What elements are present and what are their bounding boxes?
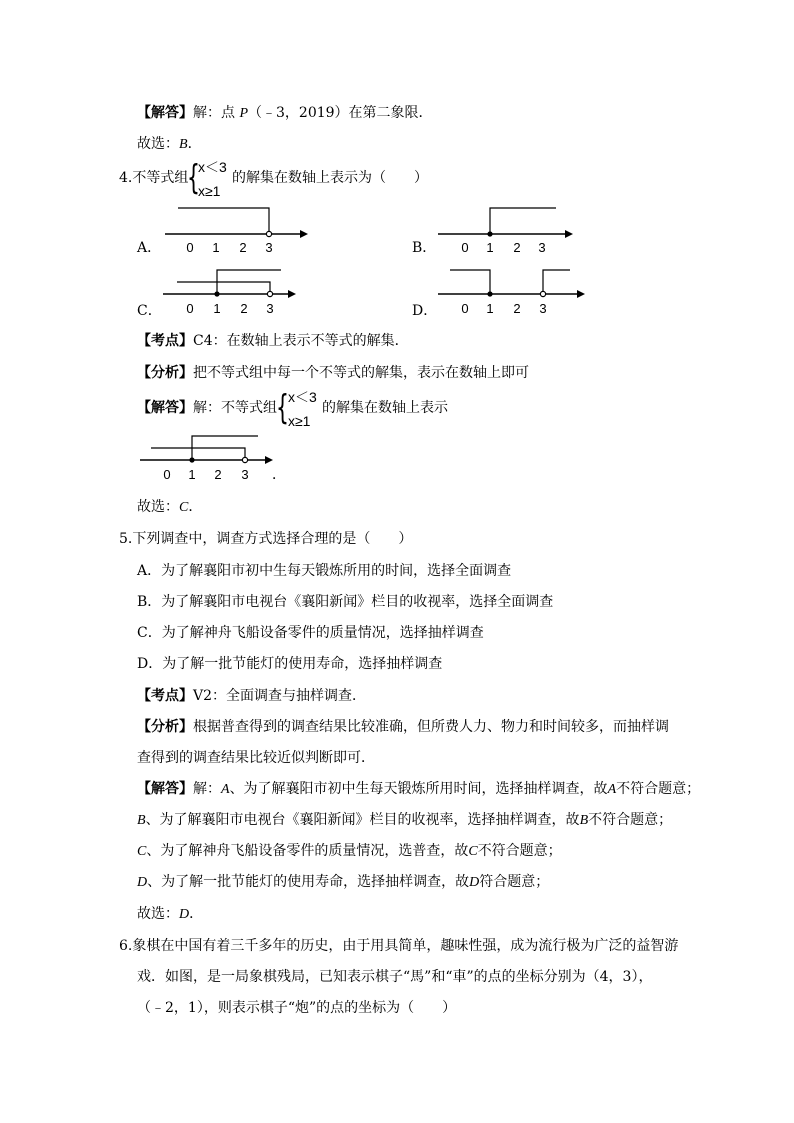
- q6-line-2: 戏．如图，是一局象棋残局，已知表示棋子“馬”和“車”的点的坐标分别为（4，3），: [137, 969, 653, 985]
- axis-arrow-icon: [265, 456, 273, 464]
- ray-less-than-3: [151, 448, 245, 460]
- q4-jieda-post: 的解集在数轴上表示: [322, 400, 448, 416]
- option-b-label: B．: [412, 240, 437, 256]
- option-d-label: D．: [412, 303, 438, 319]
- jieda-post: 不符合题意；: [588, 812, 673, 828]
- number-line-d[interactable]: [435, 262, 595, 322]
- q5-jieda-c: [137, 842, 562, 861]
- choose-letter: C: [179, 500, 189, 515]
- fenxi-text: 把不等式组中每一个不等式的解集，表示在数轴上即可: [193, 365, 529, 381]
- option-letter: A: [607, 782, 617, 797]
- tick-label: 2: [240, 301, 248, 316]
- q5-fenxi-2: 查得到的调查结果比较近似判断即可．: [137, 750, 375, 766]
- number-line-b[interactable]: [435, 200, 585, 260]
- q4-jieda-pre: [137, 399, 277, 417]
- tick-label: 1: [212, 240, 220, 255]
- jieda-pre: 解：: [193, 781, 221, 797]
- q4-fenxi: [137, 364, 529, 382]
- open-point: [540, 291, 545, 296]
- number-line-a[interactable]: [160, 200, 310, 260]
- jieda-mid: 、为了解襄阳市电视台《襄阳新闻》栏目的收视率，选择抽样调查，故: [145, 812, 580, 828]
- closed-point: [487, 231, 492, 236]
- jieda-post: 不符合题意；: [477, 843, 562, 859]
- q5-option-a[interactable]: A．为了解襄阳市初中生每天锻炼所用的时间，选择全面调查: [137, 563, 512, 579]
- tick-label: 0: [186, 301, 194, 316]
- q5-fenxi-1: [137, 718, 669, 736]
- q4-stem-post: 的解集在数轴上表示为（ ）: [232, 170, 428, 186]
- choose-letter: B: [179, 137, 188, 152]
- option-letter: B: [579, 813, 589, 828]
- tick-label: 1: [213, 301, 221, 316]
- answer-number-line: [137, 428, 287, 488]
- choose-end: ．: [187, 136, 202, 152]
- tick-label: 2: [513, 301, 521, 316]
- axis-arrow-icon: [300, 230, 308, 238]
- ray-less-than-3: [177, 282, 270, 294]
- open-point: [266, 231, 271, 236]
- choose-letter: D: [179, 907, 190, 922]
- open-point: [267, 291, 272, 296]
- tick-label: 3: [539, 301, 547, 316]
- axis-arrow-icon: [565, 230, 573, 238]
- q3-choice: [137, 135, 202, 154]
- q4-system-top: x＜3: [198, 159, 227, 175]
- choose-end: ．: [189, 906, 204, 922]
- tick-label: 1: [188, 467, 196, 482]
- tick-label: 2: [239, 240, 247, 255]
- tick-label: 0: [461, 301, 469, 316]
- q4-answer-system-bottom: x≥1: [288, 413, 311, 429]
- q4-answer-end: ．: [272, 467, 286, 483]
- option-a-label: A．: [137, 240, 162, 256]
- q4-system-bottom: x≥1: [198, 183, 221, 199]
- jieda-post: 不符合题意；: [616, 781, 701, 797]
- q5-jieda-a: [137, 780, 700, 799]
- fenxi-text: 根据普查得到的调查结果比较准确，但所费人力、物力和时间较多，而抽样调: [193, 719, 669, 735]
- point-variable: P: [239, 106, 249, 121]
- fenxi-tag: 【分析】: [137, 719, 193, 735]
- axis-arrow-icon: [577, 290, 585, 298]
- choose-end: ．: [188, 499, 203, 515]
- choose-prefix: 故选：: [137, 906, 179, 922]
- kaodian-text: V2：全面调查与抽样调查．: [193, 688, 367, 704]
- choose-prefix: 故选：: [137, 136, 179, 152]
- tick-label: 2: [513, 240, 521, 255]
- jieda-post: 符合题意；: [479, 874, 550, 890]
- ray-at-most-1: [450, 270, 490, 294]
- option-letter: D: [137, 875, 148, 890]
- tick-label: 0: [461, 240, 469, 255]
- q5-option-b[interactable]: B．为了解襄阳市电视台《襄阳新闻》栏目的收视率，选择全面调查: [137, 594, 554, 610]
- fenxi-tag: 【分析】: [137, 365, 193, 381]
- q5-option-c[interactable]: C．为了解神舟飞船设备零件的质量情况，选择抽样调查: [137, 625, 484, 641]
- q5-jieda-b: [137, 811, 672, 830]
- tick-label: 3: [265, 240, 273, 255]
- brace-icon: {: [276, 388, 289, 428]
- q6-line-3: （﹣2，1），则表示棋子“炮”的点的坐标为（ ）: [137, 1000, 457, 1016]
- q4-answer-system-top: x＜3: [288, 389, 317, 405]
- number-line-c[interactable]: [160, 262, 310, 322]
- open-point: [242, 457, 247, 462]
- tick-label: 3: [538, 240, 546, 255]
- jieda-mid: 、为了解神舟飞船设备零件的质量情况，选普查，故: [146, 843, 469, 859]
- closed-point: [214, 291, 219, 296]
- option-letter: B: [137, 813, 146, 828]
- tick-label: 1: [486, 301, 494, 316]
- option-letter: D: [469, 875, 480, 890]
- option-c-label: C．: [137, 303, 162, 319]
- tick-label: 0: [186, 240, 194, 255]
- jieda-tag: 【解答】: [137, 400, 193, 416]
- option-letter: A: [221, 782, 230, 797]
- tick-label: 3: [266, 301, 274, 316]
- q4-choice: [137, 498, 202, 517]
- tick-label: 2: [214, 467, 222, 482]
- closed-point: [189, 457, 194, 462]
- q4-stem-pre: 4.不等式组: [119, 170, 189, 186]
- tick-label: 1: [486, 240, 494, 255]
- jieda-mid: 、为了解襄阳市初中生每天锻炼所用时间，选择抽样调查，故: [229, 781, 608, 797]
- q5-kaodian: [137, 687, 366, 705]
- q5-choice: [137, 905, 203, 924]
- jieda-mid: 、为了解一批节能灯的使用寿命，选择抽样调查，故: [147, 874, 470, 890]
- option-letter: C: [468, 844, 478, 859]
- jieda-tag: 【解答】: [137, 781, 193, 797]
- kaodian-text: C4：在数轴上表示不等式的解集．: [193, 333, 409, 349]
- axis-arrow-icon: [288, 290, 296, 298]
- q5-option-d[interactable]: D．为了解一批节能灯的使用寿命，选择抽样调查: [137, 656, 443, 672]
- q5-stem: 5.下列调查中，调查方式选择合理的是（ ）: [119, 531, 413, 547]
- kaodian-tag: 【考点】: [137, 333, 193, 349]
- answer-tag: 【解答】: [137, 105, 193, 121]
- solution-ray: [178, 208, 269, 234]
- closed-point: [487, 291, 492, 296]
- q5-jieda-d: [137, 873, 549, 892]
- tick-label: 3: [241, 467, 249, 482]
- answer-text-post: （﹣3，2019）在第二象限．: [248, 105, 433, 121]
- kaodian-tag: 【考点】: [137, 688, 193, 704]
- q6-line-1: 6.象棋在中国有着三千多年的历史，由于用具简单，趣味性强，成为流行极为广泛的益智游: [119, 938, 679, 954]
- answer-text-pre: 解：点: [193, 105, 240, 121]
- tick-label: 0: [163, 467, 171, 482]
- jieda-text-pre: 解：不等式组: [193, 400, 277, 416]
- brace-icon: {: [187, 158, 200, 198]
- option-letter: C: [137, 844, 147, 859]
- ray-greater-than-3: [543, 270, 570, 294]
- q3-answer: [137, 104, 433, 123]
- solution-ray: [490, 208, 556, 234]
- choose-prefix: 故选：: [137, 499, 179, 515]
- q4-kaodian: [137, 332, 409, 350]
